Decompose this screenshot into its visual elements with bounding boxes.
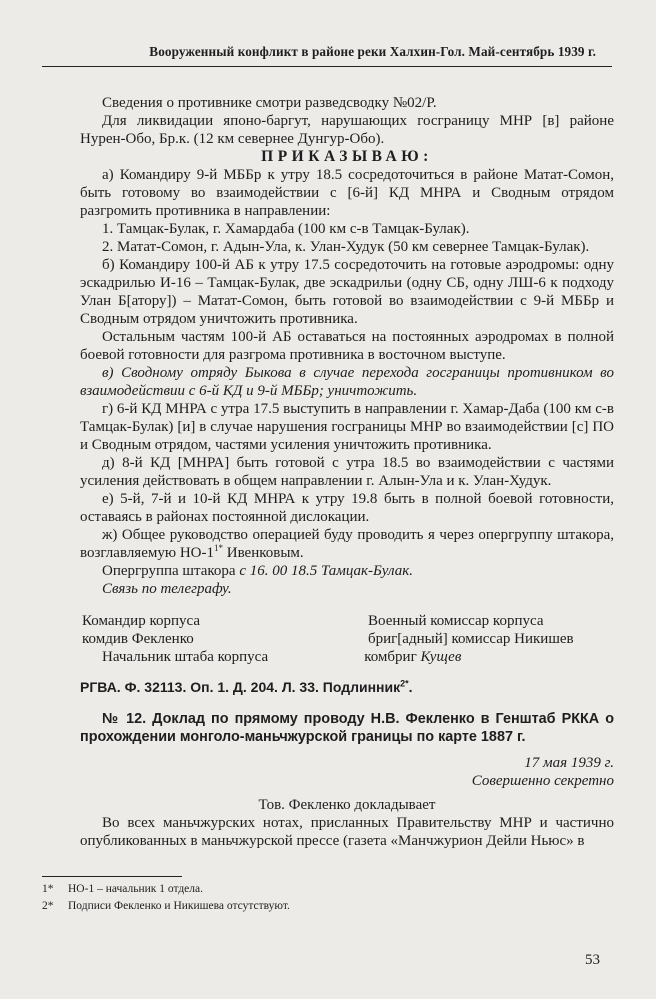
signature-staff-name: Кущев <box>420 649 462 665</box>
document-12-title: № 12. Доклад по прямому проводу Н.В. Фекленко в Генштаб РККА о прохождении монголо-маньчжурской границы по карте 1887 г. <box>80 711 614 745</box>
page-number: 53 <box>585 952 600 968</box>
signature-right-title: Военный комиссар корпуса <box>368 613 544 629</box>
order-item-b: б) Командиру 100-й АБ к утру 17.5 сосредоточить на готовые аэродромы: одну эскадрилью И-16 – Тамцак-Булак, две эскадрильи (одну СБ, одну ЛШ-6 к подходу Улан Б[атору]) – Матат-Сомон, быть готовой во взаимодействии с 9-й МББр и Сводным отрядом уничтожить противника. <box>80 257 614 327</box>
footnote-ref-1: 1* <box>213 543 223 553</box>
remaining-units: Остальным частям 100-й АБ оставаться на постоянных аэродромах в полной боевой готовности для разгрома противника в восточном выступе. <box>80 329 614 363</box>
document-12-classification: Совершенно секретно <box>471 773 614 789</box>
order-item-e: е) 5-й, 7-й и 10-й КД МНРА к утру 19.8 быть в полной боевой готовности, оставаясь в районах постоянной дислокации. <box>80 491 614 525</box>
archive-reference-text: РГВА. Ф. 32113. Оп. 1. Д. 204. Л. 33. Подлинник <box>80 679 401 695</box>
page-body <box>80 94 614 850</box>
route-2: 2. Матат-Сомон, г. Адын-Ула, к. Улан-Худук (50 км севернее Тамцак-Булак). <box>102 239 590 255</box>
order-item-zh-tail: Ивенковым. <box>222 545 304 561</box>
order-heading: ПРИКАЗЫВАЮ: <box>261 148 433 165</box>
signature-staff <box>80 648 614 666</box>
footnote-2 <box>42 898 612 915</box>
order-item-d: д) 8-й КД [МНРА] быть готовой с утра 18.5 во взаимодействии с частями усиления действовать в общем направлении г. Алын-Ула и к. Улан-Худук. <box>80 455 614 489</box>
order-item-g: г) 6-й КД МНРА с утра 17.5 выступить в направлении г. Хамар-Даба (100 км с-в Тамцак-Булак) [и] в случае нарушения госграницы МНР во взаимодействии [с] ПО и Сводным отрядом, частями усиления уничтожить противника. <box>80 401 614 453</box>
footnote-1-mark: 1* <box>42 883 54 895</box>
footnote-1 <box>42 881 612 898</box>
signature-left-name: комдив Фекленко <box>82 631 194 647</box>
running-header: Вооруженный конфликт в районе реки Халхин-Гол. Май-сентябрь 1939 г. <box>149 44 596 59</box>
order-item-a: а) Командиру 9-й МББр к утру 18.5 сосредоточиться в районе Матат-Сомон, быть готовому во взаимодействии с [6-й] КД МНРА и Сводным отрядом разгромить противника в направлении: <box>80 167 614 219</box>
telegraph-line: Связь по телеграфу. <box>102 581 232 597</box>
intel-line: Сведения о противнике смотри разведсводку №02/Р. <box>102 95 437 111</box>
footnote-rule <box>42 876 182 877</box>
footnote-2-mark: 2* <box>42 900 54 912</box>
opgroup-italic: с 16. 00 18.5 Тамцак-Булак. <box>239 563 413 579</box>
document-12-opening: Во всех маньчжурских нотах, присланных Правительству МНР и частично опубликованных в маньчжурской прессе (газета «Манчжурион Дейли Ньюс» в <box>80 815 614 849</box>
footnote-2-text: Подписи Фекленко и Никишева отсутствуют. <box>68 900 290 912</box>
order-item-zh <box>80 526 614 562</box>
signature-staff-title: Начальник штаба корпуса <box>102 649 269 665</box>
footnote-1-text: НО-1 – начальник 1 отдела. <box>68 883 204 895</box>
order-item-zh-text: ж) Общее руководство операцией буду проводить я через опергруппу штакора, возглавляемую НО-1 <box>80 527 614 561</box>
document-12-reporter: Тов. Фекленко докладывает <box>258 797 436 813</box>
header-rule <box>42 66 612 67</box>
signature-staff-rank: комбриг <box>364 649 421 665</box>
signature-block <box>80 612 614 648</box>
signature-left-title: Командир корпуса <box>82 613 201 629</box>
archive-reference <box>80 678 614 696</box>
footnote-ref-2: 2* <box>400 678 409 689</box>
footnotes <box>42 876 612 915</box>
opgroup-prefix: Опергруппа штакора <box>102 563 240 579</box>
liquidation-line: Для ликвидации японо-баргут, нарушающих госграницу МНР [в] районе Нурен-Обо, Бр.к. (12 км севернее Дунгур-Обо). <box>80 113 614 147</box>
route-1: 1. Тамцак-Булак, г. Хамардаба (100 км с-в Тамцак-Булак). <box>102 221 470 237</box>
archive-reference-end: . <box>408 679 413 695</box>
order-item-v: в) Сводному отряду Быкова в случае перехода госграницы противником во взаимодействии с 6-й КД и 9-й МББр; уничтожить. <box>80 365 614 399</box>
document-12-date: 17 мая 1939 г. <box>524 755 614 771</box>
signature-right-name: бриг[адный] комиссар Никишев <box>368 631 574 647</box>
opgroup-line <box>80 562 614 580</box>
